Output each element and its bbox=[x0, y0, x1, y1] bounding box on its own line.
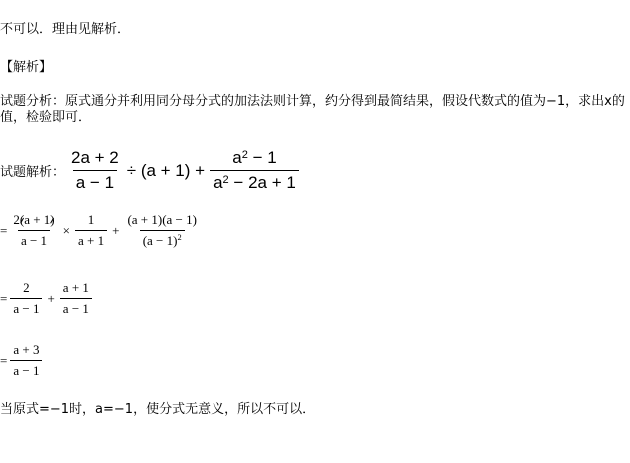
step1-fraction-2-numerator: 1 bbox=[87, 212, 95, 227]
expr-fraction-2-numerator: $a^2 - 1$ bbox=[232, 148, 277, 167]
solution-expression bbox=[0, 148, 302, 193]
expr-fraction-1-denominator: a − 1 bbox=[73, 170, 117, 193]
expr-fraction-2 bbox=[210, 148, 299, 193]
equals-sign: = bbox=[0, 290, 8, 306]
equals-sign: = bbox=[0, 352, 8, 368]
step1-fraction-1-numerator: 2(a + 1) bbox=[13, 212, 55, 227]
step1-fraction-1 bbox=[10, 212, 57, 249]
expr-fraction-1 bbox=[68, 148, 122, 193]
step-3 bbox=[0, 342, 45, 379]
step2-fraction-1 bbox=[10, 280, 42, 317]
step2-fraction-1-numerator: 2 bbox=[23, 280, 30, 295]
step-1 bbox=[0, 212, 203, 249]
step2-fraction-2-denominator: a − 1 bbox=[60, 298, 92, 317]
step2-fraction-2 bbox=[60, 280, 92, 317]
conclusion-text: 当原式=−1时，a=−1，使分式无意义，所以不可以． bbox=[0, 402, 316, 417]
step-2 bbox=[0, 280, 95, 317]
plus-sign: + bbox=[47, 290, 55, 306]
step1-fraction-1-denominator: a − 1 bbox=[18, 230, 50, 249]
expr-fraction-1-numerator: 2a + 2 bbox=[71, 148, 119, 167]
step3-fraction bbox=[10, 342, 42, 379]
cancel-mark: ( bbox=[19, 212, 25, 227]
step3-fraction-denominator: a − 1 bbox=[10, 360, 42, 379]
step1-fraction-3-numerator: (a + 1)(a − 1) bbox=[127, 212, 197, 227]
section-heading: 【解析】 bbox=[0, 60, 53, 75]
times-sign: × bbox=[62, 222, 70, 238]
step1-fraction-2-denominator: a + 1 bbox=[75, 230, 107, 249]
step2-fraction-2-numerator: a + 1 bbox=[62, 280, 89, 295]
step3-fraction-numerator: a + 3 bbox=[13, 342, 40, 357]
step1-fraction-2 bbox=[75, 212, 107, 249]
step2-fraction-1-denominator: a − 1 bbox=[10, 298, 42, 317]
expr-fraction-2-denominator: $a^2 - 2a + 1$ bbox=[210, 170, 299, 193]
answer-line: 不可以．理由见解析． bbox=[0, 22, 131, 37]
step1-fraction-3-denominator: $(a - 1)^2$ bbox=[140, 230, 185, 249]
plus-sign: + bbox=[112, 222, 120, 238]
analysis-text: 试题分析：原式通分并利用同分母分式的加法法则计算，约分得到最简结果，假设代数式的值为−1，求出x的值，检验即可． bbox=[0, 94, 625, 125]
step1-fraction-3 bbox=[124, 212, 200, 249]
equals-sign: = bbox=[0, 222, 8, 238]
expr-division-part: ÷ (a + 1) + bbox=[126, 160, 206, 180]
solution-label: 试题解析： bbox=[0, 165, 66, 180]
